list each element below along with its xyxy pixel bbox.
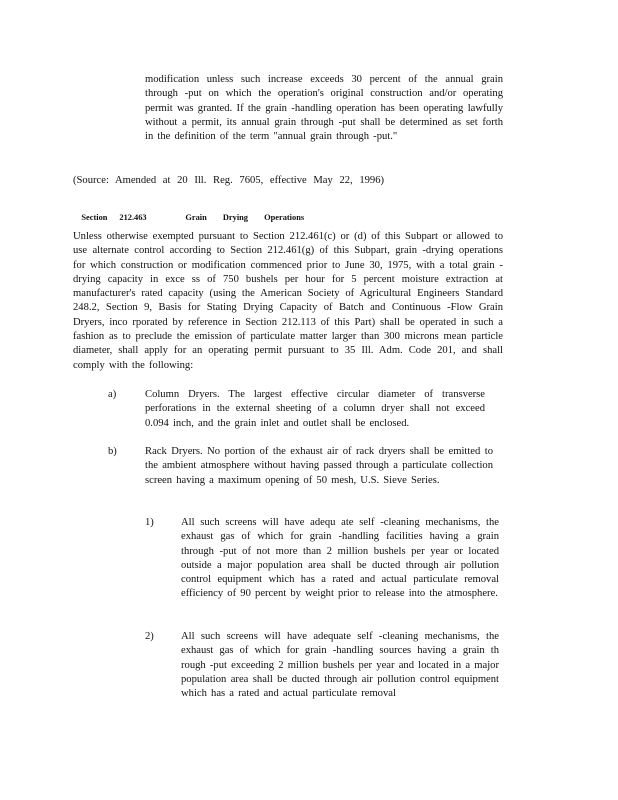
- item-label: a): [108, 389, 117, 400]
- item-text: Column Dryers. The largest effective circular diameter of transverse perforations in the external sheeting of a column dryer shall not exceed 0.094 inch, and the grain inlet and outlet shall be enclosed.: [145, 389, 485, 429]
- subitem-text: All such screens will have adequate self -cleaning mechanisms, the exhaust gas of which for grain -handling sources having a grain th rough -put exceeding 2 million bushels per year and located in a major population area shall be ducted through air pollution control equipment which has a rated and actual particulate removal: [181, 631, 499, 700]
- source-note: (Source: Amended at 20 Ill. Reg. 7605, effective May 22, 1996): [73, 175, 385, 186]
- main-paragraph: Unless otherwise exempted pursuant to Section 212.461(c) or (d) of this Subpart or allowed to use alternate control according to Section 212.461(g) of this Subpart, grain -drying operations for which construction or modification commenced prior to June 30, 1975, with a total grain -drying capacity in exce ss of 750 bushels per hour for 5 percent moisture extraction at manufacturer's rated capacity (using the American Society of Agricultural Engineers Standard 248.2, Section 9, Basis for Stating Drying Capacity of Batch and Continuous -Flow Grain Dryers, inco rporated by reference in Section 212.113 of this Part) shall be operated in such a fashion as to preclude the emission of particulate matter larger than 300 microns mean particle diameter, shall apply for an operating permit pursuant to 35 Ill. Adm. Code 201, and shall comply with the following:: [73, 231, 503, 371]
- item-label: b): [108, 446, 117, 457]
- intro-paragraph: modification unless such increase exceeds 30 percent of the annual grain through -put on which the operation's original construction and/or operating permit was granted. If the grain -handling operation has been operating lawfully without a permit, its annual grain through -put shall be determined as set forth in the definition of the term "annual grain through -put.": [145, 74, 503, 143]
- section-number: 212.463: [119, 213, 147, 222]
- section-heading: [73, 204, 304, 231]
- subitem-label: 2): [145, 631, 154, 642]
- subitem-text: All such screens will have adequ ate self -cleaning mechanisms, the exhaust gas of which for grain -handling facilities having a grain through -put of not more than 2 million bushels per year or located outside a major population area shall be ducted through air pollution control equipment which has a rated and actual particulate removal efficiency of 90 percent by weight prior to release into the atmosphere.: [181, 517, 499, 600]
- section-word: Section: [81, 213, 108, 222]
- subitem-label: 1): [145, 517, 154, 528]
- item-text: Rack Dryers. No portion of the exhaust air of rack dryers shall be emitted to the ambient atmosphere without having passed through a particulate collection screen having a maximum opening of 50 mesh, U.S. Sieve Series.: [145, 446, 493, 486]
- section-title: Grain Drying Operations: [185, 213, 305, 222]
